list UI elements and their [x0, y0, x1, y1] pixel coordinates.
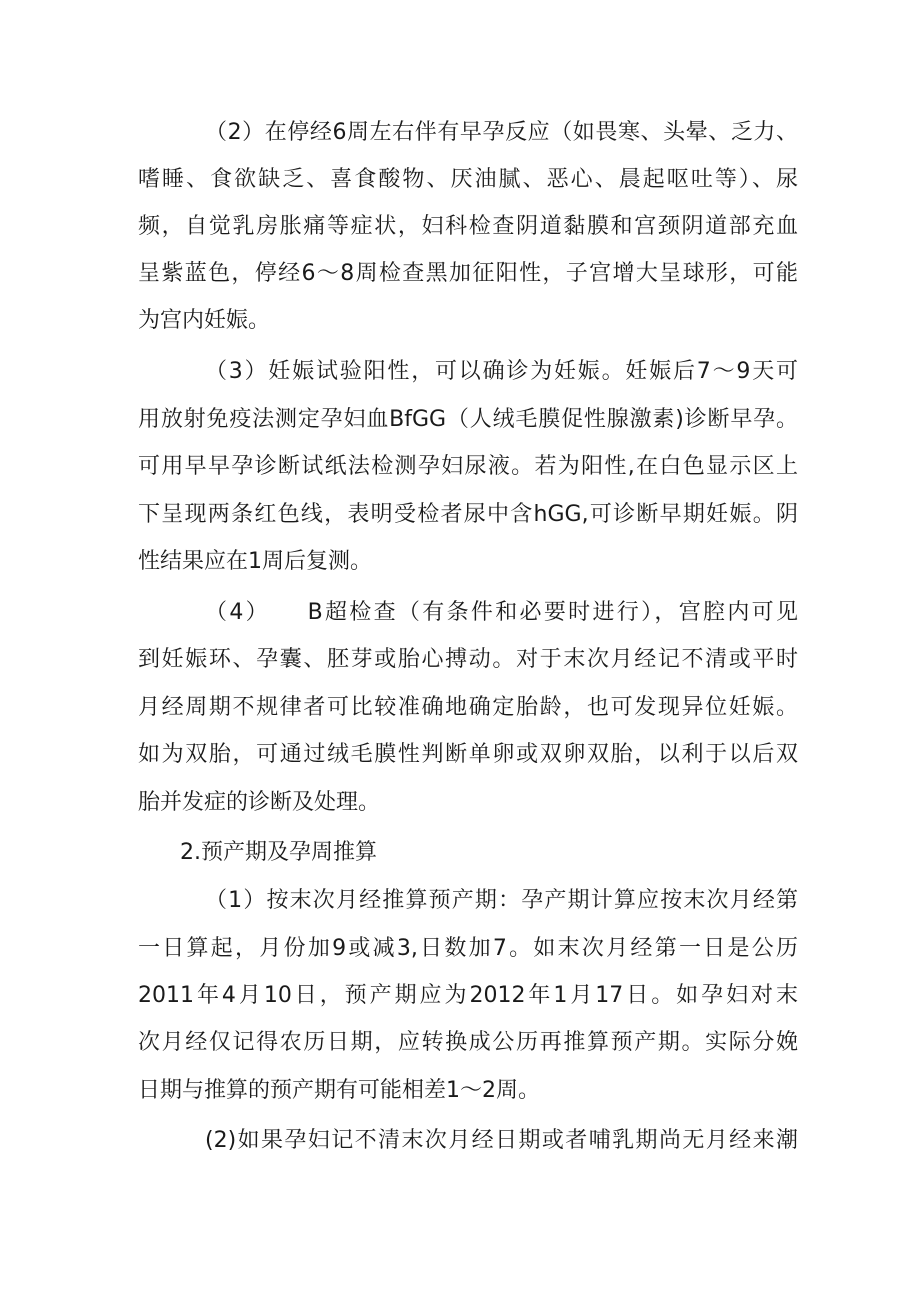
paragraph-1-line-4: 次月经仅记得农历日期，应转换成公历再推算预产期。实际分娩 [138, 1030, 798, 1055]
paragraph-1-line-2: 一日算起，月份加9或减3,日数加7。如末次月经第一日是公历 [138, 936, 798, 961]
paragraph-3-line-5: 性结果应在1周后复测。 [138, 549, 372, 574]
paragraph-4-line-5: 胎并发症的诊断及处理。 [138, 790, 381, 815]
paragraph-4-line-4: 如为双胎，可通过绒毛膜性判断单卵或双卵双胎，以利于以后双 [138, 742, 798, 767]
paragraph-4-line-1: （4） B超检查（有条件和必要时进行），宫腔内可见 [205, 600, 798, 625]
paragraph-2-line-4: 呈紫蓝色，停经6～8周检查黑加征阳性，子宫增大呈球形，可能 [138, 261, 798, 286]
paragraph-2-line-5: 为宫内妊娠。 [138, 308, 271, 333]
paragraph-2-line-1: （2）在停经6周左右伴有早孕反应（如畏寒、头晕、乏力、 [205, 120, 798, 145]
paragraph-4-line-2: 到妊娠环、孕囊、胚芽或胎心搏动。对于末次月经记不清或平时 [138, 647, 798, 672]
paragraph-2-line-3: 频，自觉乳房胀痛等症状，妇科检查阴道黏膜和宫颈阴道部充血 [138, 214, 798, 239]
paragraph-3-line-2: 用放射免疫法测定孕妇血BfGG（人绒毛膜促性腺激素)诊断早孕。 [138, 407, 798, 432]
section-heading: 2.预产期及孕周推算 [180, 840, 377, 865]
paragraph-3-line-1: （3）妊娠试验阳性，可以确诊为妊娠。妊娠后7～9天可 [205, 359, 798, 384]
paragraph-2b-line-1: (2)如果孕妇记不清末次月经日期或者哺乳期尚无月经来潮 [205, 1128, 798, 1153]
paragraph-4-line-3: 月经周期不规律者可比较准确地确定胎龄，也可发现异位妊娠。 [138, 695, 798, 720]
paragraph-1-line-5: 日期与推算的预产期有可能相差1～2周。 [138, 1078, 540, 1103]
paragraph-1-line-3: 2011年4月10日，预产期应为2012年1月17日。如孕妇对末 [138, 983, 798, 1008]
paragraph-2-line-2: 嗜睡、食欲缺乏、喜食酸物、厌油腻、恶心、晨起呕吐等）、尿 [138, 167, 798, 192]
paragraph-3-line-4: 下呈现两条红色线，表明受检者尿中含hGG,可诊断早期妊娠。阴 [138, 502, 798, 527]
paragraph-3-line-3: 可用早早孕诊断试纸法检测孕妇尿液。若为阳性,在白色显示区上 [138, 454, 798, 479]
paragraph-1-line-1: （1）按末次月经推算预产期：孕产期计算应按末次月经第 [205, 888, 798, 913]
